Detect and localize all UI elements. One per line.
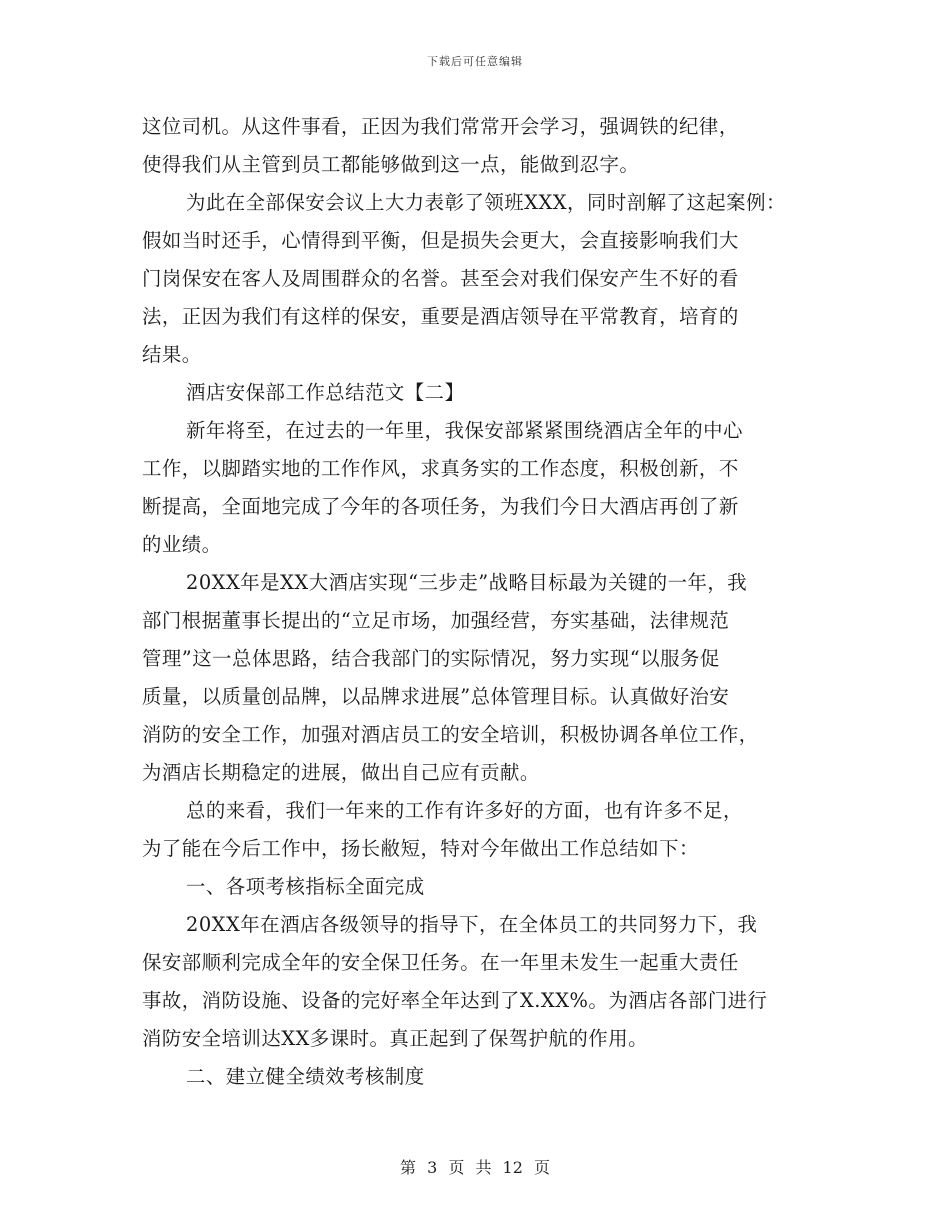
text-line: 消防安全培训达XX多课时。真正起到了保驾护航的作用。 bbox=[142, 1027, 648, 1050]
text-line: 的业绩。 bbox=[142, 533, 222, 556]
paragraph-start: 20XX年在酒店各级领导的指导下，在全体员工的共同努力下，我 bbox=[186, 913, 758, 936]
text-line: 使得我们从主管到员工都能够做到这一点，能做到忍字。 bbox=[142, 153, 640, 176]
text-line: 工作，以脚踏实地的工作作风，求真务实的工作态度，积极创新，不 bbox=[142, 457, 739, 480]
section-title: 酒店安保部工作总结范文【二】 bbox=[186, 381, 465, 404]
text-line: 假如当时还手，心情得到平衡，但是损失会更大，会直接影响我们大 bbox=[142, 229, 739, 252]
text-line: 这位司机。从这件事看，正因为我们常常开会学习，强调铁的纪律， bbox=[142, 115, 739, 138]
text-line: 管理”这一总体思路，结合我部门的实际情况，努力实现“以服务促 bbox=[142, 647, 720, 670]
paragraph-start: 为此在全部保安会议上大力表彰了领班XXX，同时剖解了这起案例： bbox=[186, 191, 786, 214]
text-line: 门岗保安在客人及周围群众的名誉。甚至会对我们保安产生不好的看 bbox=[142, 267, 739, 290]
page-number-footer: 第 3 页 共 12 页 bbox=[400, 1158, 550, 1177]
text-line: 保安部顺利完成全年的安全保卫任务。在一年里未发生一起重大责任 bbox=[142, 951, 739, 974]
page-header-note: 下载后可任意编辑 bbox=[427, 55, 523, 68]
text-line: 为酒店长期稳定的进展，做出自己应有贡献。 bbox=[142, 761, 540, 784]
text-line: 断提高，全面地完成了今年的各项任务，为我们今日大酒店再创了新 bbox=[142, 495, 739, 518]
paragraph-start: 20XX年是XX大酒店实现“三步走”战略目标最为关键的一年，我 bbox=[186, 571, 748, 594]
text-line: 为了能在今后工作中，扬长敝短，特对今年做出工作总结如下： bbox=[142, 837, 699, 860]
text-line: 消防的安全工作，加强对酒店员工的安全培训，积极协调各单位工作， bbox=[142, 723, 759, 746]
text-line: 事故，消防设施、设备的完好率全年达到了X.XX%。为酒店各部门进行 bbox=[142, 989, 768, 1012]
section-heading: 二、建立健全绩效考核制度 bbox=[186, 1065, 425, 1088]
text-line: 质量，以质量创品牌，以品牌求进展”总体管理目标。认真做好治安 bbox=[142, 685, 730, 708]
text-line: 结果。 bbox=[142, 343, 202, 366]
text-line: 法，正因为我们有这样的保安，重要是酒店领导在平常教育，培育的 bbox=[142, 305, 739, 328]
document-body bbox=[142, 108, 832, 1096]
text-line: 部门根据董事长提出的“立足市场，加强经营，夯实基础，法律规范 bbox=[142, 609, 730, 632]
section-heading: 一、各项考核指标全面完成 bbox=[186, 875, 425, 898]
paragraph-start: 总的来看，我们一年来的工作有许多好的方面，也有许多不足， bbox=[186, 799, 743, 822]
paragraph-start: 新年将至，在过去的一年里，我保安部紧紧围绕酒店全年的中心 bbox=[186, 419, 743, 442]
